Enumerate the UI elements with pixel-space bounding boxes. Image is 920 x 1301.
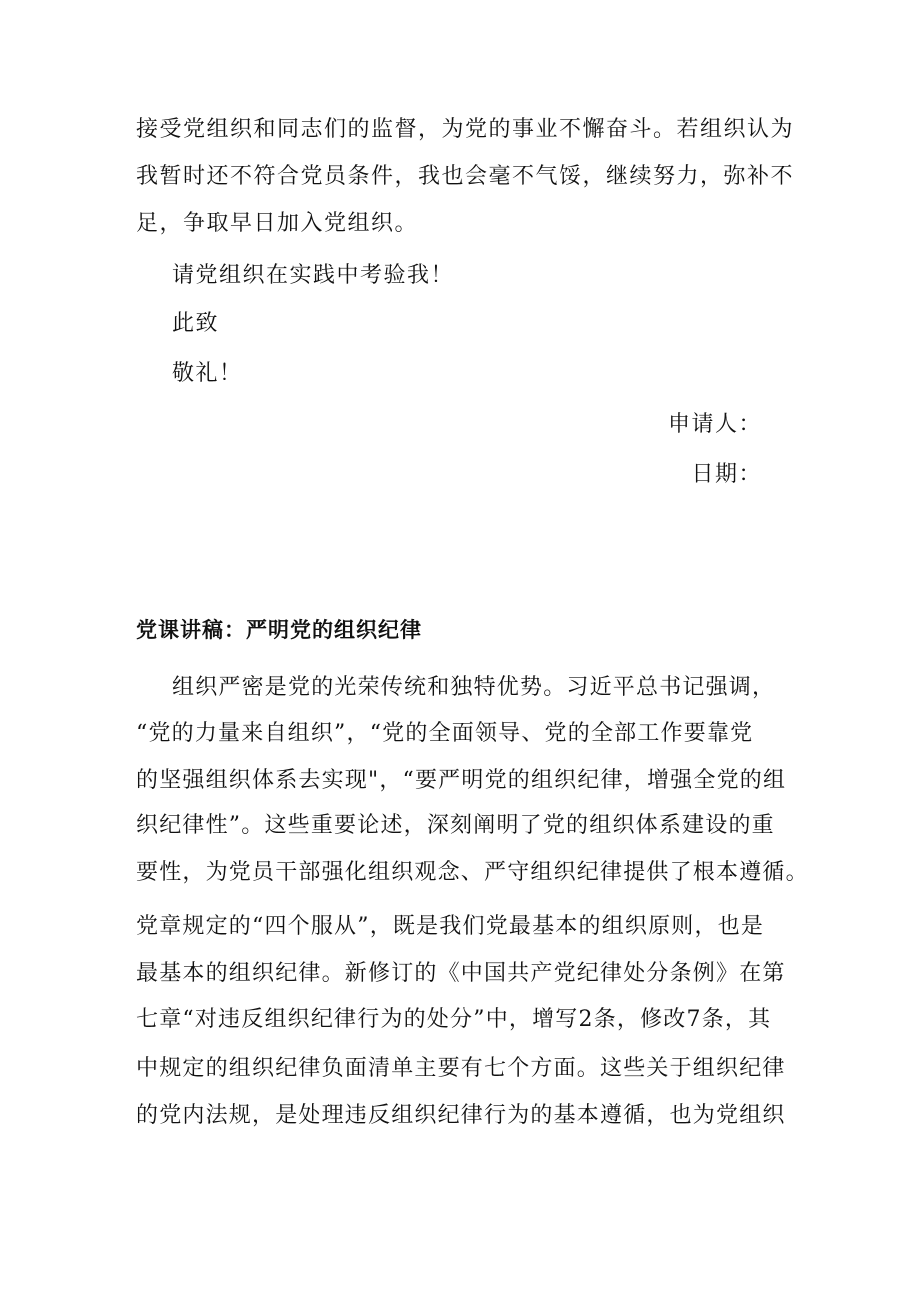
letter-paragraph-line-2: 我暂时还不符合党员条件，我也会毫不气馁，继续努力，弥补不	[136, 164, 795, 189]
letter-paragraph-line-3: 足，争取早日加入党组织。	[136, 211, 419, 236]
letter-salutation: 此致	[172, 311, 220, 336]
lecture-line-1: 组织严密是党的光荣传统和独特优势。习近平总书记强调，	[172, 675, 776, 700]
letter-paragraph-line-1: 接受党组织和同志们的监督，为党的事业不懈奋斗。若组织认为	[136, 117, 795, 142]
lecture-title: 党课讲稿：严明党的组织纪律	[136, 618, 422, 642]
lecture-line-9: 中规定的组织纪律负面清单主要有七个方面。这些关于组织纪律	[136, 1056, 786, 1081]
lecture-line-6: 党章规定的“四个服从”，既是我们党最基本的组织原则，也是	[136, 914, 765, 939]
lecture-line-3: 的坚强组织体系去实现"，“要严明党的组织纪律，增强全党的组	[136, 768, 787, 793]
letter-respect: 敬礼！	[172, 361, 243, 386]
letter-request: 请党组织在实践中考验我！	[172, 263, 455, 288]
lecture-line-5: 要性，为党员干部强化组织观念、严守组织纪律提供了根本遵循。	[136, 860, 809, 885]
lecture-line-8: 七章“对违反组织纪律行为的处分”中，增写2条，修改7条，其	[136, 1007, 772, 1032]
date-label: 日期：	[691, 462, 762, 487]
lecture-line-4: 织纪律性”。这些重要论述，深刻阐明了党的组织体系建设的重	[136, 813, 775, 838]
applicant-label: 申请人：	[667, 412, 762, 437]
lecture-line-2: “党的力量来自组织”，“党的全面领导、党的全部工作要靠党	[136, 721, 754, 746]
lecture-line-10: 的党内法规，是处理违反组织纪律行为的基本遵循，也为党组织	[136, 1103, 786, 1128]
lecture-line-7: 最基本的组织纪律。新修订的《中国共产党纪律处分条例》在第	[136, 961, 786, 986]
